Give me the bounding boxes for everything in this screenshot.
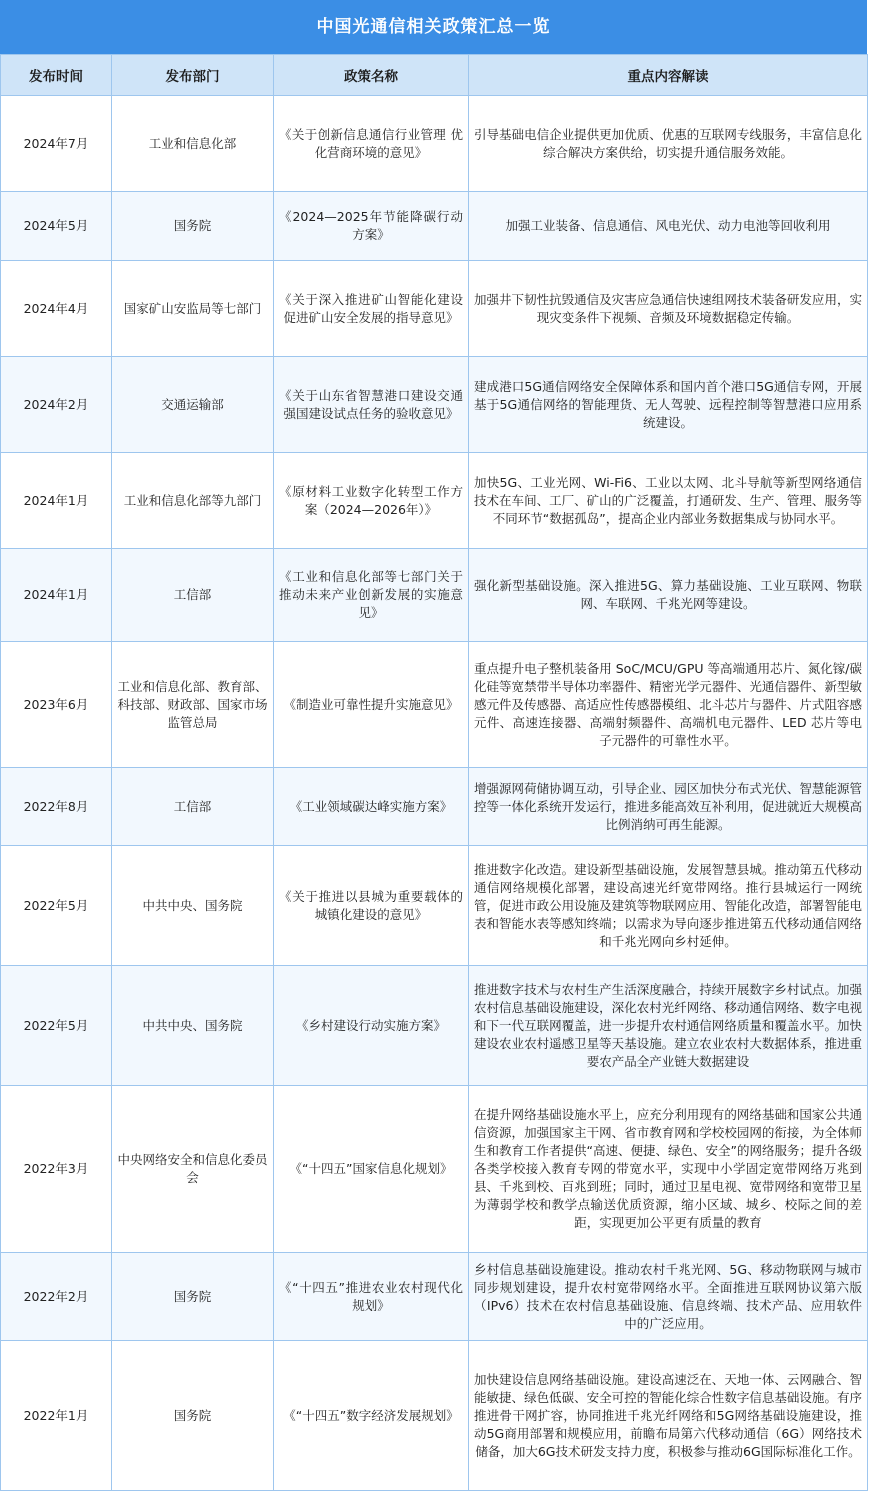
cell-department: 中共中央、国务院 — [112, 966, 274, 1086]
table-row — [1, 1086, 868, 1253]
cell-policy-name: 《“十四五”数字经济发展规划》 — [274, 1341, 469, 1491]
table-row — [1, 1341, 868, 1491]
cell-policy-name: 《“十四五”国家信息化规划》 — [274, 1086, 469, 1253]
cell-content: 重点提升电子整机装备用 SoC/MCU/GPU 等高端通用芯片、氮化镓/碳化硅等宽禁带半导体功率器件、精密光学元器件、光通信器件、新型敏感元件及传感器、高适应性传感器模组、北斗芯片与器件、片式阻容感元件、高速连接器、高端射频器件、高端机电元器件、LED 芯片等电子元器件的可靠性水平。 — [469, 642, 868, 768]
cell-department: 国务院 — [112, 1253, 274, 1341]
cell-department: 国务院 — [112, 192, 274, 261]
cell-content: 在提升网络基础设施水平上，应充分利用现有的网络基础和国家公共通信资源，加强国家主干网、省市教育网和学校校园网的衔接，为全体师生和教育工作者提供“高速、便捷、绿色、安全”的网络服务；提升各级各类学校接入教育专网的带宽水平，实现中小学固定宽带网络万兆到县、千兆到校、百兆到班；同时，通过卫星电视、宽带网络和宽带卫星为薄弱学校和教学点输送优质资源，缩小区域、城乡、校际之间的差距，实现更加公平更有质量的教育 — [469, 1086, 868, 1253]
cell-date: 2022年8月 — [1, 768, 112, 846]
cell-date: 2024年1月 — [1, 549, 112, 642]
table-row — [1, 549, 868, 642]
cell-department: 国务院 — [112, 1341, 274, 1491]
cell-content: 推进数字化改造。建设新型基础设施，发展智慧县城。推动第五代移动通信网络规模化部署，建设高速光纤宽带网络。推行县城运行一网统管，促进市政公用设施及建筑等物联网应用、智能化改造，部署智能电表和智能水表等感知终端；以需求为导向逐步推进第五代移动通信网络和千兆光网向乡村延伸。 — [469, 846, 868, 966]
cell-policy-name: 《原材料工业数字化转型工作方案（2024—2026年）》 — [274, 453, 469, 549]
cell-department: 国家矿山安监局等七部门 — [112, 261, 274, 357]
cell-policy-name: 《“十四五”推进农业农村现代化规划》 — [274, 1253, 469, 1341]
cell-date: 2022年5月 — [1, 966, 112, 1086]
cell-content: 加快建设信息网络基础设施。建设高速泛在、天地一体、云网融合、智能敏捷、绿色低碳、安全可控的智能化综合性数字信息基础设施。有序推进骨干网扩容，协同推进千兆光纤网络和5G网络基础设施建设，推动5G商用部署和规模应用，前瞻布局第六代移动通信（6G）网络技术储备，加大6G技术研发支持力度，积极参与推动6G国际标准化工作。 — [469, 1341, 868, 1491]
policy-table — [0, 54, 868, 1491]
header-policy-name: 政策名称 — [274, 55, 469, 96]
header-key-content: 重点内容解读 — [469, 55, 868, 96]
cell-date: 2024年4月 — [1, 261, 112, 357]
cell-content: 加强井下韧性抗毁通信及灾害应急通信快速组网技术装备研发应用，实现灾变条件下视频、音频及环境数据稳定传输。 — [469, 261, 868, 357]
table-row — [1, 357, 868, 453]
cell-policy-name: 《乡村建设行动实施方案》 — [274, 966, 469, 1086]
cell-content: 建成港口5G通信网络安全保障体系和国内首个港口5G通信专网，开展基于5G通信网络的智能理货、无人驾驶、远程控制等智慧港口应用系统建设。 — [469, 357, 868, 453]
cell-department: 工业和信息化部、教育部、科技部、财政部、国家市场监管总局 — [112, 642, 274, 768]
page-title: 中国光通信相关政策汇总一览 — [0, 0, 867, 54]
cell-department: 工信部 — [112, 768, 274, 846]
table-row — [1, 966, 868, 1086]
header-department: 发布部门 — [112, 55, 274, 96]
table-row — [1, 846, 868, 966]
header-date: 发布时间 — [1, 55, 112, 96]
cell-department: 工业和信息化部 — [112, 96, 274, 192]
cell-content: 推进数字技术与农村生产生活深度融合，持续开展数字乡村试点。加强农村信息基础设施建设，深化农村光纤网络、移动通信网络、数字电视和下一代互联网覆盖，进一步提升农村通信网络质量和覆盖水平。加快建设农业农村遥感卫星等天基设施。建立农业农村大数据体系，推进重要农产品全产业链大数据建设 — [469, 966, 868, 1086]
table-row — [1, 261, 868, 357]
cell-content: 加强工业装备、信息通信、风电光伏、动力电池等回收利用 — [469, 192, 868, 261]
table-row — [1, 1253, 868, 1341]
cell-content: 增强源网荷储协调互动，引导企业、园区加快分布式光伏、智慧能源管控等一体化系统开发运行，推进多能高效互补利用，促进就近大规模高比例消纳可再生能源。 — [469, 768, 868, 846]
cell-date: 2022年5月 — [1, 846, 112, 966]
cell-department: 工信部 — [112, 549, 274, 642]
cell-date: 2024年5月 — [1, 192, 112, 261]
cell-content: 乡村信息基础设施建设。推动农村千兆光网、5G、移动物联网与城市同步规划建设，提升农村宽带网络水平。全面推进互联网协议第六版（IPv6）技术在农村信息基础设施、信息终端、技术产品、应用软件中的广泛应用。 — [469, 1253, 868, 1341]
cell-policy-name: 《2024—2025年节能降碳行动方案》 — [274, 192, 469, 261]
cell-policy-name: 《关于深入推进矿山智能化建设促进矿山安全发展的指导意见》 — [274, 261, 469, 357]
cell-content: 强化新型基础设施。深入推进5G、算力基础设施、工业互联网、物联网、车联网、千兆光网等建设。 — [469, 549, 868, 642]
cell-department: 交通运输部 — [112, 357, 274, 453]
table-row — [1, 192, 868, 261]
table-row — [1, 453, 868, 549]
cell-date: 2022年3月 — [1, 1086, 112, 1253]
table-header-row — [1, 55, 868, 96]
cell-date: 2024年1月 — [1, 453, 112, 549]
cell-date: 2024年2月 — [1, 357, 112, 453]
cell-policy-name: 《工业和信息化部等七部门关于推动未来产业创新发展的实施意见》 — [274, 549, 469, 642]
cell-date: 2022年2月 — [1, 1253, 112, 1341]
cell-content: 引导基础电信企业提供更加优质、优惠的互联网专线服务，丰富信息化综合解决方案供给，切实提升通信服务效能。 — [469, 96, 868, 192]
table-row — [1, 642, 868, 768]
cell-policy-name: 《工业领域碳达峰实施方案》 — [274, 768, 469, 846]
cell-content: 加快5G、工业光网、Wi-Fi6、工业以太网、北斗导航等新型网络通信技术在车间、工厂、矿山的广泛覆盖，打通研发、生产、管理、服务等不同环节“数据孤岛”，提高企业内部业务数据集成与协同水平。 — [469, 453, 868, 549]
cell-department: 中央网络安全和信息化委员会 — [112, 1086, 274, 1253]
cell-policy-name: 《关于山东省智慧港口建设交通强国建设试点任务的验收意见》 — [274, 357, 469, 453]
cell-date: 2023年6月 — [1, 642, 112, 768]
cell-policy-name: 《关于推进以县城为重要载体的城镇化建设的意见》 — [274, 846, 469, 966]
cell-department: 工业和信息化部等九部门 — [112, 453, 274, 549]
cell-department: 中共中央、国务院 — [112, 846, 274, 966]
cell-date: 2024年7月 — [1, 96, 112, 192]
cell-date: 2022年1月 — [1, 1341, 112, 1491]
cell-policy-name: 《关于创新信息通信行业管理 优化营商环境的意见》 — [274, 96, 469, 192]
cell-policy-name: 《制造业可靠性提升实施意见》 — [274, 642, 469, 768]
table-row — [1, 96, 868, 192]
table-row — [1, 768, 868, 846]
